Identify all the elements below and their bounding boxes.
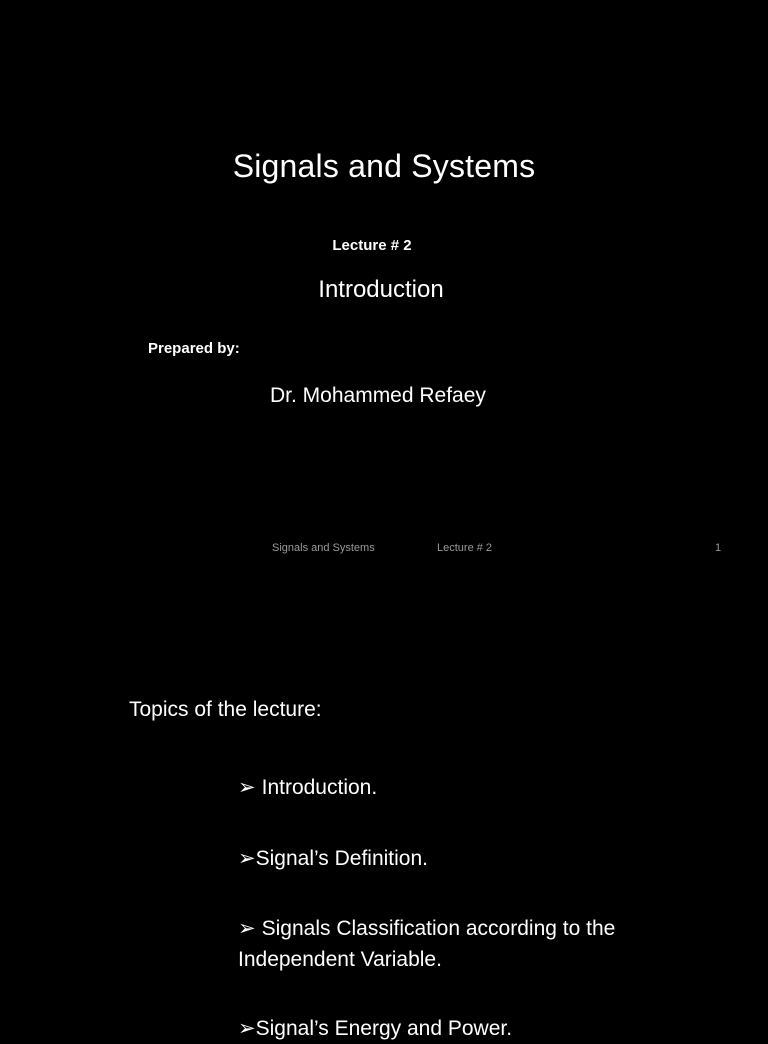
- slide-subtitle: Introduction: [318, 276, 444, 303]
- slide-2: [0, 576, 768, 1040]
- arrow-bullet-icon: ➢: [238, 847, 256, 870]
- arrow-bullet-icon: ➢: [238, 917, 256, 940]
- arrow-bullet-icon: ➢: [238, 776, 256, 799]
- prepared-by-label: Prepared by:: [148, 340, 240, 357]
- topic-item: [238, 913, 618, 975]
- topic-text: Introduction.: [261, 776, 378, 799]
- topic-text: Signal’s Definition.: [255, 847, 428, 870]
- topic-text: Signal’s Energy and Power.: [255, 1017, 513, 1040]
- footer-lecture: Lecture # 2: [437, 542, 493, 554]
- footer-page-number: 1: [715, 542, 722, 554]
- slide-title: Signals and Systems: [232, 148, 536, 184]
- author-name: Dr. Mohammed Refaey: [270, 384, 486, 407]
- topics-heading: Topics of the lecture:: [129, 698, 322, 721]
- topic-item: [238, 1013, 618, 1044]
- topic-text: Signals Classification according to the Independent Variable.: [238, 917, 616, 971]
- arrow-bullet-icon: ➢: [238, 1017, 256, 1040]
- footer-course: Signals and Systems: [272, 542, 375, 554]
- topic-item: [238, 843, 618, 874]
- topic-item: [238, 772, 618, 803]
- lecture-number: Lecture # 2: [332, 237, 412, 254]
